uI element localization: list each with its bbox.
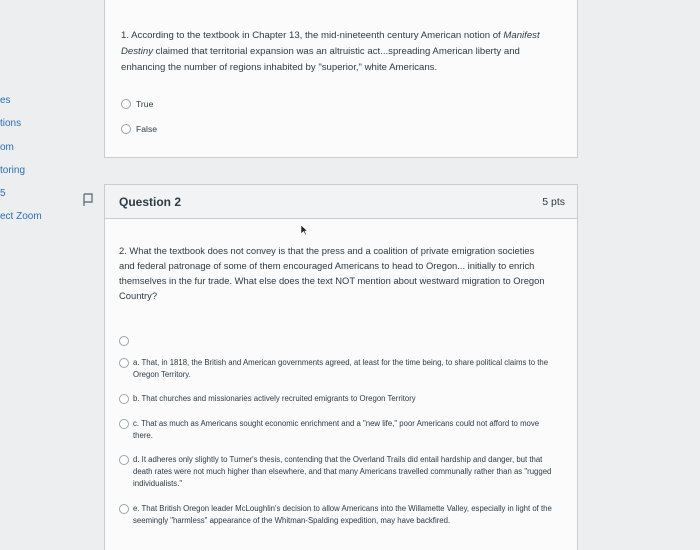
q2-option-a-label: a. That, in 1818, the British and American governments agreed, at least for the time being, to share political claims to the Oregon Territory.	[133, 358, 549, 379]
question-1-text-em: Manifest Destiny	[121, 30, 540, 57]
question-2-text: 2. What the textbook does not convey is that the press and a coalition of private emigration societies and federal patronage of some of them encouraged Americans to head to Oregon... initially to enrich themselves in the fur trade. What else does the text NOT mention about westward migration to Oregon Country?	[119, 245, 545, 301]
q2-option-d-radio[interactable]	[119, 455, 129, 465]
q1-option-false[interactable]	[121, 124, 157, 134]
mouse-cursor-icon	[300, 224, 308, 236]
sidebar-item-5[interactable]: ect Zoom	[0, 211, 42, 222]
q2-option-b-radio[interactable]	[119, 394, 129, 404]
q2-option-c-label: c. That as much as Americans sought economic enrichment and a "new life," poor Americans could not afford to move there.	[133, 419, 540, 440]
q1-option-false-label: False	[136, 124, 158, 134]
q2-option-a-radio[interactable]	[119, 358, 129, 368]
question-1-text-a: 1. According to the textbook in Chapter 13, the mid-nineteenth century American notion of	[121, 30, 504, 41]
q2-option-d-label: d. It adheres only slightly to Turner's thesis, contending that the Overland Trails did entail hardship and danger, but that death rates were not much higher than elsewhere, and that many Americans travelled communally rather than as "rugged individualists."	[133, 455, 552, 488]
sidebar-item-0[interactable]: es	[0, 95, 11, 106]
q1-option-true-radio[interactable]	[121, 99, 131, 109]
question-2-header	[105, 185, 577, 219]
flag-question-icon[interactable]	[82, 193, 94, 207]
question-1-text-b: claimed that territorial expansion was an altruistic act...spreading American liberty and enhancing the number of regions inhabited by "superior," white Americans.	[121, 46, 520, 73]
q2-option-c-radio[interactable]	[119, 419, 129, 429]
q2-option-blank-radio[interactable]	[119, 336, 129, 346]
q2-option-d[interactable]	[119, 454, 559, 490]
question-2-title: Question 2	[119, 195, 182, 209]
sidebar-item-2[interactable]: om	[0, 142, 14, 153]
question-1-card	[104, 0, 578, 158]
q2-option-e-label: e. That British Oregon leader McLoughlin's decision to allow Americans into the Willamette Valley, especially in light of the seemingly "harmless" appearance of the Whitman-Spalding expedition, may have backfired.	[133, 504, 552, 525]
q2-option-e[interactable]	[119, 503, 559, 527]
sidebar-item-4[interactable]: 5	[0, 188, 6, 199]
course-sidebar	[0, 0, 100, 550]
q1-option-false-radio[interactable]	[121, 124, 131, 134]
question-1-text	[121, 28, 551, 76]
question-2-card	[104, 184, 578, 550]
q2-option-e-radio[interactable]	[119, 504, 129, 514]
q2-option-blank[interactable]	[119, 335, 559, 346]
q1-option-true-label: True	[136, 99, 154, 109]
question-2-points: 5 pts	[542, 196, 565, 208]
q2-option-c[interactable]	[119, 418, 559, 442]
sidebar-item-3[interactable]: toring	[0, 165, 26, 176]
q2-option-b[interactable]	[119, 393, 559, 405]
sidebar-item-1[interactable]: tions	[0, 118, 22, 129]
q2-option-a[interactable]	[119, 357, 559, 381]
q1-option-true[interactable]	[121, 99, 153, 109]
q2-option-b-label: b. That churches and missionaries actively recruited emigrants to Oregon Territory	[133, 394, 416, 403]
